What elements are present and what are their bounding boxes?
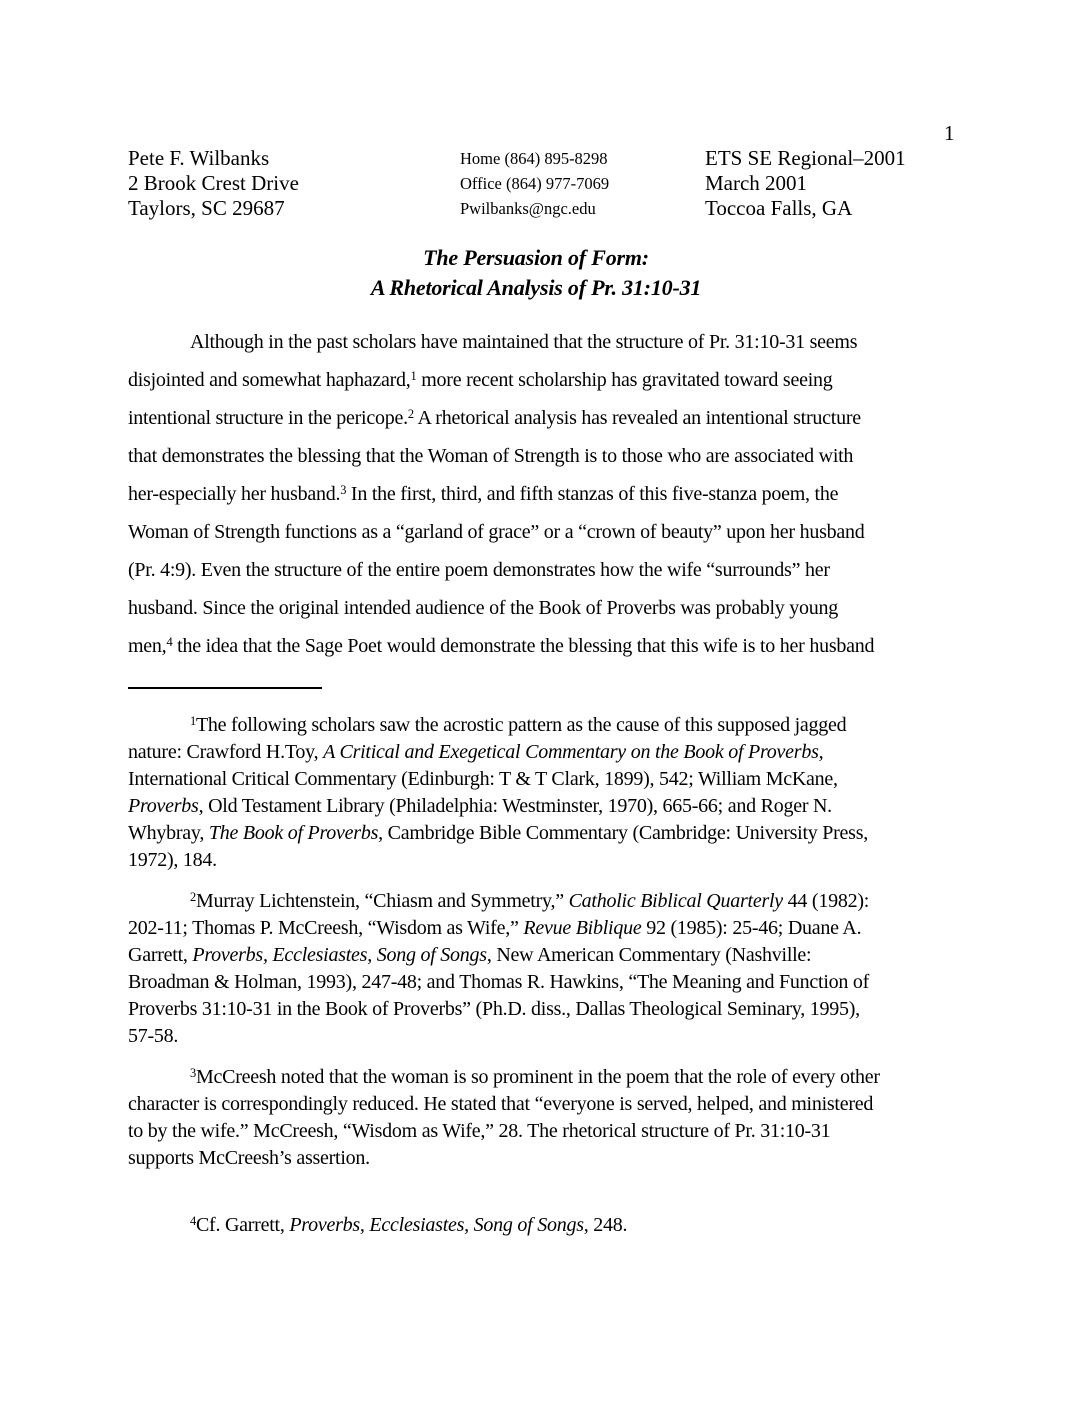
footnote-marker: 1 — [410, 368, 417, 383]
text-line — [128, 996, 964, 1023]
text-run: husband. Since the original intended audience of the Book of Proverbs was probably young — [128, 597, 839, 619]
text-line — [128, 739, 964, 766]
footnote — [128, 1212, 964, 1239]
text-line — [128, 766, 964, 793]
text-run: that demonstrates the blessing that the Woman of Strength is to those who are associated with — [128, 445, 854, 467]
footnote — [128, 888, 964, 1050]
footnote-marker: 4 — [190, 1213, 196, 1228]
text-run: 44 (1982): — [782, 890, 870, 912]
text-run: disjointed and somewhat haphazard, — [128, 369, 411, 391]
text-line — [128, 627, 964, 665]
text-run: , New American Commentary (Nashville: — [486, 944, 812, 966]
conference-location: Toccoa Falls, GA — [705, 196, 853, 220]
text-run: The Book of Proverbs, — [208, 822, 383, 844]
text-run: Garrett, — [128, 944, 193, 966]
text-line — [128, 888, 964, 915]
text-run: A Critical and Exegetical Commentary on the Book of Proverbs, — [323, 741, 824, 763]
document-header — [128, 146, 960, 226]
text-run: to by the wife.” McCreesh, “Wisdom as Wife,” 28. The rhetorical structure of Pr. 31:10-31 — [128, 1120, 831, 1142]
text-run: the idea that the Sage Poet would demonstrate the blessing that this wife is to her husband — [172, 635, 875, 657]
text-line — [128, 1145, 964, 1172]
body-text — [128, 323, 964, 665]
footnote-marker: 4 — [166, 634, 173, 649]
footnote — [128, 1064, 964, 1172]
text-run: Broadman & Holman, 1993), 247-48; and Thomas R. Hawkins, “The Meaning and Function of — [128, 971, 870, 993]
text-run: character is correspondingly reduced. He stated that “everyone is served, helped, and ministered — [128, 1093, 874, 1115]
text-run: Proverbs — [128, 795, 199, 817]
text-run: The following scholars saw the acrostic pattern as the cause of this supposed jagged — [195, 714, 847, 736]
footnote — [128, 712, 964, 874]
text-line — [128, 513, 964, 551]
text-run: Murray Lichtenstein, “Chiasm and Symmetry,” — [195, 890, 569, 912]
text-line — [128, 793, 964, 820]
text-run: In the first, third, and fifth stanzas of this five-stanza poem, the — [346, 483, 839, 505]
text-line — [128, 1091, 964, 1118]
conference-date: March 2001 — [705, 171, 808, 195]
paper-title-line-1: The Persuasion of Form: — [423, 245, 649, 270]
text-run: men, — [128, 635, 167, 657]
text-run: McCreesh noted that the woman is so prominent in the poem that the role of every other — [195, 1066, 880, 1088]
text-run: Although in the past scholars have maintained that the structure of Pr. 31:10-31 seems — [190, 331, 858, 353]
text-line — [128, 1212, 964, 1239]
footnote-marker: 2 — [190, 889, 196, 904]
contact-info-block — [460, 146, 609, 221]
footnote-separator — [128, 687, 322, 689]
text-line — [128, 1064, 964, 1091]
text-line — [128, 437, 964, 475]
footnote-marker: 1 — [190, 713, 196, 728]
text-run: International Critical Commentary (Edinburgh: T & T Clark, 1899), 542; William McKane, — [128, 768, 838, 790]
text-run: supports McCreesh’s assertion. — [128, 1147, 370, 1169]
text-run: Catholic Biblical Quarterly — [568, 890, 783, 912]
text-run: Cf. Garrett, — [195, 1214, 290, 1236]
text-run: nature: Crawford H.Toy, — [128, 741, 324, 763]
footnote-marker: 3 — [190, 1065, 196, 1080]
text-run: Proverbs 31:10-31 in the Book of Proverbs” (Ph.D. diss., Dallas Theological Seminary, 1995), — [128, 998, 860, 1020]
text-line — [128, 915, 964, 942]
email-address: Pwilbanks@ngc.edu — [460, 199, 596, 218]
text-run: intentional structure in the pericope. — [128, 407, 408, 429]
author-name: Pete F. Wilbanks — [128, 146, 270, 170]
conference-info-block — [705, 146, 906, 221]
text-run: Proverbs, Ecclesiastes, Song of Songs — [289, 1214, 584, 1236]
text-line — [128, 1023, 964, 1050]
text-run: Proverbs, Ecclesiastes, Song of Songs — [192, 944, 487, 966]
text-line — [128, 399, 964, 437]
text-run: Whybray, — [128, 822, 209, 844]
text-line — [128, 969, 964, 996]
office-phone: Office (864) 977-7069 — [460, 174, 610, 193]
text-run: (Pr. 4:9). Even the structure of the entire poem demonstrates how the wife “surrounds” her — [128, 559, 830, 581]
text-line — [128, 589, 964, 627]
author-city-state-zip: Taylors, SC 29687 — [128, 196, 285, 220]
text-line — [128, 323, 964, 361]
text-line — [128, 361, 964, 399]
footnote-marker: 2 — [407, 406, 414, 421]
text-run: 92 (1985): 25-46; Duane A. — [641, 917, 862, 939]
text-line — [128, 820, 964, 847]
text-line — [128, 551, 964, 589]
text-run: Revue Biblique — [523, 917, 642, 939]
text-run: A rhetorical analysis has revealed an intentional structure — [413, 407, 861, 429]
text-run: 202-11; Thomas P. McCreesh, “Wisdom as Wife,” — [128, 917, 524, 939]
text-line — [128, 1118, 964, 1145]
page-number: 1 — [944, 121, 955, 145]
text-run: , 248. — [583, 1214, 628, 1236]
text-line — [128, 475, 964, 513]
home-phone: Home (864) 895-8298 — [460, 149, 608, 168]
footnote-marker: 3 — [340, 482, 347, 497]
text-line — [128, 942, 964, 969]
text-line — [128, 847, 964, 874]
text-run: Cambridge Bible Commentary (Cambridge: University Press, — [382, 822, 868, 844]
text-line — [128, 712, 964, 739]
paper-title-line-2: A Rhetorical Analysis of Pr. 31:10-31 — [370, 275, 702, 300]
text-run: 57-58. — [128, 1025, 179, 1047]
text-run: Woman of Strength functions as a “garland of grace” or a “crown of beauty” upon her husband — [128, 521, 865, 543]
paper-title — [0, 243, 1072, 303]
author-street: 2 Brook Crest Drive — [128, 171, 299, 195]
text-run: , Old Testament Library (Philadelphia: Westminster, 1970), 665-66; and Roger N. — [198, 795, 832, 817]
text-run: her-especially her husband. — [128, 483, 341, 505]
text-run: 1972), 184. — [128, 849, 217, 871]
conference-name: ETS SE Regional–2001 — [705, 146, 906, 170]
author-address-block — [128, 146, 299, 221]
footnotes-section — [128, 712, 964, 1239]
text-run: more recent scholarship has gravitated toward seeing — [416, 369, 833, 391]
